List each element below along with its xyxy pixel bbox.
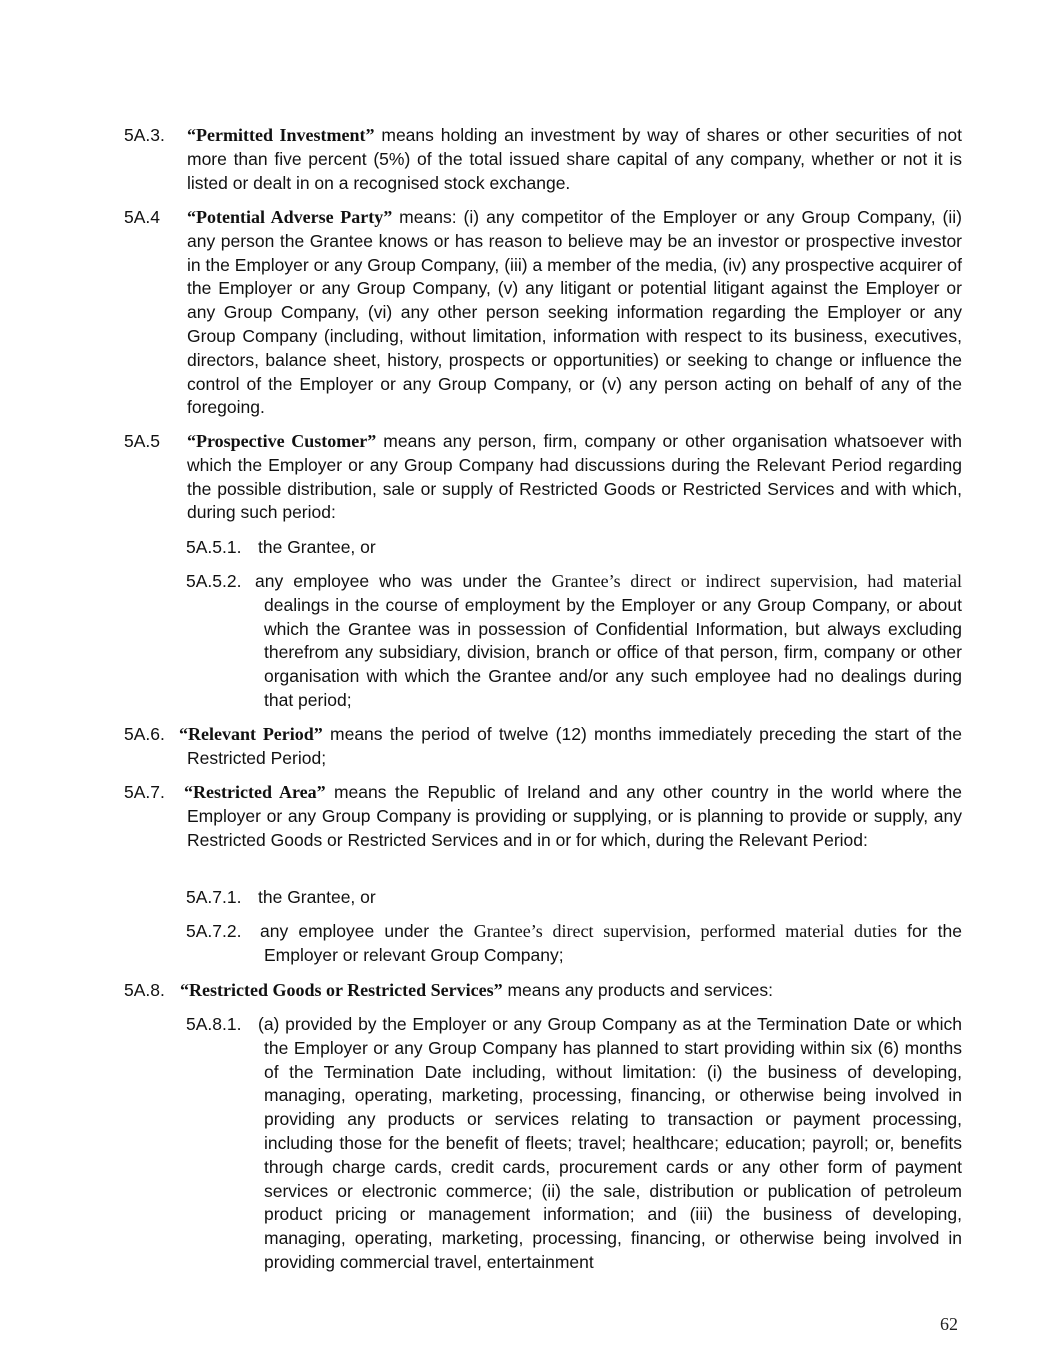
clause-body — [187, 124, 962, 195]
defined-term: “Prospective Customer” — [187, 431, 377, 451]
subclause-5a51 — [186, 536, 962, 560]
subclause-number: 5A.5.2. — [186, 571, 242, 591]
subclause-5a71 — [186, 886, 962, 910]
clause-5a6 — [124, 723, 962, 771]
defined-term: “Permitted Investment” — [187, 125, 375, 145]
clause-5a4 — [124, 206, 962, 420]
defined-term: “Restricted Area” — [184, 782, 326, 802]
clause-number: 5A.7. — [124, 782, 165, 802]
defined-term: “Relevant Period” — [179, 724, 323, 744]
clause-body — [187, 206, 962, 420]
clause-body — [180, 979, 962, 1003]
clause-text: means holding an investment by way of shares or other securities of not more than five percent (5%) of the total issued share capital of any company, whether or not it is listed or dealt in on a recognised stock exchange. — [187, 125, 963, 193]
subclause-text-serif: Grantee’s direct or indirect supervision, had material — [551, 571, 962, 591]
subclause-text: any employee who was under the — [255, 571, 552, 591]
subclause-text: the Grantee, or — [258, 537, 376, 557]
subclause-number: 5A.8.1. — [186, 1014, 242, 1034]
clause-5a8 — [124, 979, 962, 1003]
clause-text: means the period of twelve (12) months immediately preceding the start of the Restricted Period; — [187, 724, 963, 768]
clause-5a3 — [124, 124, 962, 195]
subclause-text: (a) provided by the Employer or any Group Company as at the Termination Date or which the Employer or any Group Company has planned to start providing within six (6) months of the Termination Date including, without limitation: (i) the business of developing, managing, operating, marketing, processing, financing, or otherwise being involved in providing any products or services relating to transaction or payment processing, including those for the benefit of fleets; travel; healthcare; education; payroll; or, benefits through charge cards, credit cards, procurement cards or any other form of payment services or electronic commerce; (ii) the sale, distribution or publication of petroleum product pricing or management information; and (iii) the business of developing, managing, operating, marketing, processing, financing, or otherwise being involved in providing commercial travel, entertainment — [258, 1014, 962, 1272]
clause-number: 5A.8. — [124, 980, 165, 1000]
page-number: 62 — [940, 1314, 958, 1334]
subclause-number: 5A.7.1. — [186, 887, 242, 907]
clause-number: 5A.5 — [124, 431, 160, 451]
subclause-5a72 — [186, 920, 962, 968]
subclause-body — [255, 570, 962, 713]
subclause-5a81 — [186, 1013, 962, 1275]
clause-text: means the Republic of Ireland and any other country in the world where the Employer or any Group Company is providing or supplying, or is planning to provide or supply, any Restricted Goods or Restricted Services and in or for which, during the Relevant Period: — [187, 782, 962, 850]
subclause-5a52 — [186, 570, 962, 713]
clause-text: means any products and services: — [502, 980, 773, 1000]
clause-text: means any person, firm, company or other organisation whatsoever with which the Employer or any Group Company had discussions during the Relevant Period regarding the possible distribution, sale or supply of Restricted Goods or Restricted Services and with which, during such period: — [187, 431, 962, 523]
subclause-text-serif: Grantee’s direct supervision, performed material duties — [473, 921, 897, 941]
clause-text: means: (i) any competitor of the Employer or any Group Company, (ii) any person the Grantee knows or has reason to believe may be an investor or prospective investor in the Employer or any Group Company, (iii) a member of the media, (iv) any prospective acquirer of the Employer or any Group Company, (v) any litigant or potential litigant against the Employer or any Group Company, (vi) any other person seeking information regarding the Employer or any Group Company (including, without limitation, information with respect to its business, executives, directors, balance sheet, history, prospects or opportunities) or seeking to change or influence the control of the Employer or any Group Company, or (v) any person acting on behalf of any of the foregoing. — [187, 207, 962, 418]
subclause-body — [258, 1013, 962, 1275]
clause-5a7 — [124, 781, 962, 852]
subclause-body — [260, 920, 962, 968]
defined-term: “Restricted Goods or Restricted Services” — [180, 980, 503, 1000]
defined-term: “Potential Adverse Party” — [187, 207, 393, 227]
clause-5a5 — [124, 430, 962, 525]
clause-number: 5A.3. — [124, 125, 165, 145]
subclause-number: 5A.7.2. — [186, 921, 242, 941]
clause-body — [179, 723, 963, 771]
subclause-text-continued: dealings in the course of employment by the Employer or any Group Company, or about which the Grantee was in possession of Confidential Information, but always excluding therefrom any subsidiary, division, branch or office of that person, firm, company or other organisation with which the Grantee and/or any such employee had no dealings during that period; — [264, 594, 962, 710]
clause-body — [187, 430, 962, 525]
subclause-number: 5A.5.1. — [186, 537, 242, 557]
subclause-text-continued: for the Employer or relevant Group Company; — [264, 921, 962, 965]
clause-body — [184, 781, 962, 852]
clause-number: 5A.4 — [124, 207, 160, 227]
subclause-text: any employee under the — [260, 921, 474, 941]
subclause-text: the Grantee, or — [258, 887, 376, 907]
clause-number: 5A.6. — [124, 724, 165, 744]
